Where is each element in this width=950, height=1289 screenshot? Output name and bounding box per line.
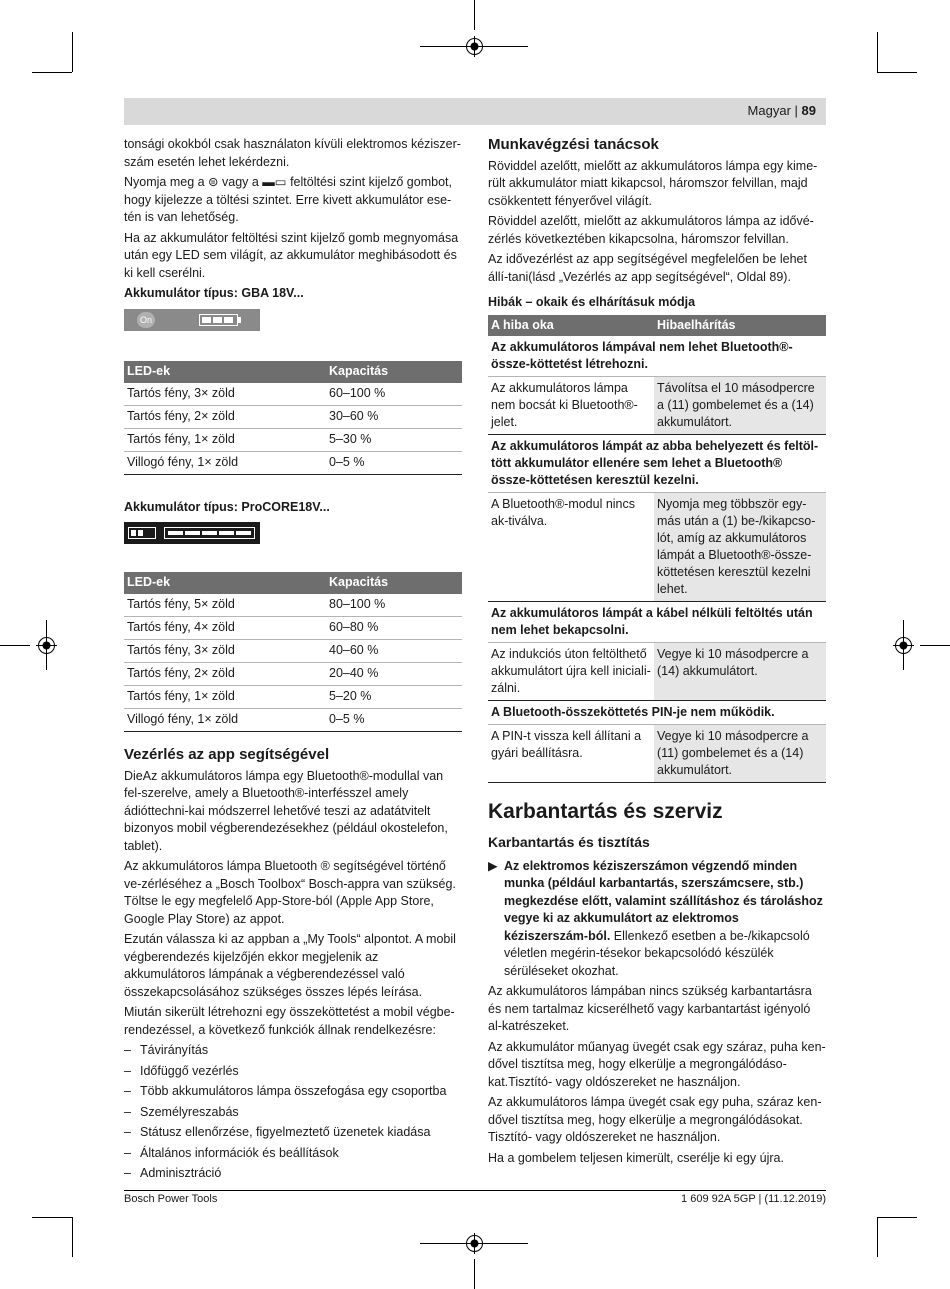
- crop-mark: [72, 1217, 73, 1257]
- registration-mark-icon: [464, 1233, 485, 1254]
- error-cause: Az akkumulátoros lámpa nem bocsát ki Bluetooth®-jelet.: [488, 376, 654, 434]
- led-cell: Tartós fény, 2× zöld: [124, 663, 326, 686]
- work-paragraph: Röviddel azelőtt, mielőtt az akkumulátoros lámpa az idővé-zérlés következtében kikapcsolna, háromszor felvillan.: [488, 214, 814, 246]
- work-section-title: Munkavégzési tanácsok: [488, 136, 659, 153]
- led-cell: Tartós fény, 1× zöld: [124, 428, 326, 451]
- led-cell: Tartós fény, 4× zöld: [124, 617, 326, 640]
- battery-level-icon: [128, 526, 258, 540]
- error-group-title: A Bluetooth-összeköttetés PIN-je nem működik.: [488, 700, 826, 724]
- footer-right: 1 609 92A 5GP | (11.12.2019): [681, 1193, 826, 1205]
- led-cell: Villogó fény, 1× zöld: [124, 451, 326, 474]
- capacity-cell: 80–100 %: [326, 594, 462, 617]
- column-header: LED-ek: [124, 572, 326, 594]
- error-fix: Távolítsa el 10 másodpercre a (11) gombelemet és a (14) akkumulátort.: [654, 376, 826, 434]
- capacity-cell: 20–40 %: [326, 663, 462, 686]
- app-paragraph: Miután sikerült létrehozni egy összeköttetést a mobil végbe-rendezéssel, a következő funkciók állnak rendelkezésre:: [124, 1005, 455, 1037]
- crop-mark: [877, 72, 917, 73]
- crop-mark: [32, 1217, 72, 1218]
- table-row: [124, 405, 462, 428]
- app-paragraph: DieAz akkumulátoros lámpa egy Bluetooth®-modullal van fel-szerelve, amely a Bluetooth®-interfésszel amely ádióttechni-kai módszerrel lehetővé teszi az adatátvitelt bizonyos mobil végberendezésekhez (például okostelefon, tablet).: [124, 768, 448, 853]
- capacity-cell: 60–100 %: [326, 383, 462, 406]
- crop-mark: [474, 0, 475, 30]
- error-group-title: Az akkumulátoros lámpát a kábel nélküli feltöltés után nem lehet bekapcsolni.: [488, 601, 826, 642]
- maintenance-paragraph: Ha a gombelem teljesen kimerült, cserélje ki egy újra.: [488, 1150, 784, 1165]
- arrow-bullet-icon: ▶: [488, 858, 498, 873]
- left-column: [124, 136, 462, 1186]
- list-item: – Távirányítás: [124, 1042, 462, 1060]
- table-row: [124, 640, 462, 663]
- crop-mark: [877, 1217, 878, 1257]
- led-cell: Villogó fény, 1× zöld: [124, 709, 326, 732]
- table-row: [124, 428, 462, 451]
- footer-left: Bosch Power Tools: [124, 1193, 218, 1205]
- list-item: – Időfüggő vezérlés: [124, 1063, 462, 1081]
- battery1-title: Akkumulátor típus: GBA 18V...: [124, 286, 304, 300]
- capacity-cell: 5–20 %: [326, 686, 462, 709]
- battery-level-icon: [199, 314, 243, 326]
- table-row: [488, 724, 826, 782]
- crop-mark: [877, 1217, 917, 1218]
- maintenance-subtitle: Karbantartás és tisztítás: [488, 834, 650, 850]
- registration-mark-icon: [464, 36, 485, 57]
- error-cause: A PIN-t vissza kell állítani a gyári beállításra.: [488, 724, 654, 782]
- error-group-title: Az akkumulátoros lámpát az abba behelyezett és feltöl-tött akkumulátor ellenére sem lehet a Bluetooth® össze-köttetésen keresztül kezelni.: [488, 434, 826, 492]
- header-language: Magyar: [747, 103, 791, 118]
- error-table: [488, 315, 826, 783]
- intro-paragraph: tonsági okokból csak használaton kívüli elektromos kéziszer-szám esetén lehet lekérdezni.: [124, 137, 461, 169]
- table-row: [488, 376, 826, 434]
- table-row: [488, 642, 826, 700]
- function-list: [124, 1042, 462, 1183]
- header-text: Magyar | 89: [747, 103, 816, 118]
- capacity-cell: 60–80 %: [326, 617, 462, 640]
- led-cell: Tartós fény, 5× zöld: [124, 594, 326, 617]
- intro-paragraph: Nyomja meg a ⊜ vagy a ▬▭ feltöltési szint kijelző gombot, hogy kijelezze a töltési szintet. Erre kivett akkumulátor ese-tén is van lehetőség.: [124, 175, 452, 224]
- errors-title: Hibák – okaik és elhárításuk módja: [488, 295, 696, 309]
- capacity-cell: 0–5 %: [326, 709, 462, 732]
- page-number: 89: [801, 103, 816, 118]
- right-column: [488, 136, 826, 1170]
- safety-warning: [488, 858, 826, 981]
- crop-mark: [0, 645, 30, 646]
- page-header: [124, 98, 826, 125]
- work-paragraph: Röviddel azelőtt, mielőtt az akkumulátoros lámpa egy kime-rült akkumulátor miatt kikapcsol, háromszor felvillan, majd csökkentett fényerővel világít.: [488, 158, 818, 208]
- maintenance-paragraph: Az akkumulátor műanyag üvegét csak egy száraz, puha ken-dővel tisztítsa meg, hogy elkerülje a megrongálódáso-kat.Tisztító- vagy oldószereket ne használjon.: [488, 1039, 826, 1089]
- error-fix: Nyomja meg többször egy-más után a (1) be-/kikapcso-lót, amíg az akkumulátoros lámpát a Bluetooth®-össze-köttetésen keresztül kezelni lehet.: [654, 492, 826, 601]
- table-row: [124, 709, 462, 732]
- gba-capacity-table: [124, 361, 462, 475]
- app-section-title: Vezérlés az app segítségével: [124, 746, 330, 763]
- warning-text: Ellenkező esetben a be-/kikapcsoló véletlen megérin-tésekor bekapcsolódó készülék sérüléseket okozhat.: [504, 928, 810, 978]
- column-header: A hiba oka: [488, 315, 654, 336]
- procore-battery-indicator: [124, 522, 260, 544]
- app-paragraph: Az akkumulátoros lámpa Bluetooth ® segítségével történő ve-zérléséhez a „Bosch Toolbox“ Bosch-appra van szükség. Töltse le egy megfelelő App-Store-ból (Apple App Store, Google Play Store) az appot.: [124, 859, 456, 926]
- on-button-icon: On: [137, 312, 155, 328]
- error-group-title: Az akkumulátoros lámpával nem lehet Bluetooth®-össze-köttetést létrehozni.: [488, 336, 826, 377]
- battery2-title: Akkumulátor típus: ProCORE18V...: [124, 499, 330, 514]
- crop-mark: [920, 645, 950, 646]
- column-header: Kapacitás: [326, 572, 462, 594]
- app-paragraph: Ezután válassza ki az appban a „My Tools“ alpontot. A mobil végberendezés kijelzőjén ekkor megjelenik az akkumulátoros lámpának a végberendezéssel való összekapcsolásához szükséges összes lépés leírása.: [124, 932, 456, 999]
- error-fix: Vegye ki 10 másodpercre a (11) gombelemet és a (14) akkumulátort.: [654, 724, 826, 782]
- table-row: [124, 383, 462, 406]
- capacity-cell: 30–60 %: [326, 405, 462, 428]
- led-cell: Tartós fény, 3× zöld: [124, 640, 326, 663]
- table-row: [124, 594, 462, 617]
- led-cell: Tartós fény, 2× zöld: [124, 405, 326, 428]
- column-header: Hibaelhárítás: [654, 315, 826, 336]
- table-row: [124, 451, 462, 474]
- footer-rule: [124, 1190, 826, 1191]
- work-paragraph: Az idővezérlést az app segítségével megfelelően be lehet állí-tani(lásd „Vezérlés az app segítségével“, Oldal 89).: [488, 252, 807, 284]
- table-row: [124, 617, 462, 640]
- table-row: [124, 686, 462, 709]
- list-item: – Státusz ellenőrzése, figyelmeztető üzenetek kiadása: [124, 1124, 462, 1142]
- warning-bold-text: Az elektromos kéziszerszámon végzendő minden munka (például karbantartás, szerszámcsere, stb.) megkezdése előtt, valamint szállításhoz és tároláshoz vegye ki az akkumulátort az elektromos kéziszerszám-ból.: [504, 858, 823, 943]
- registration-mark-icon: [36, 635, 57, 656]
- list-item: – Személyreszabás: [124, 1104, 462, 1122]
- error-cause: A Bluetooth®-modul nincs ak-tiválva.: [488, 492, 654, 601]
- maintenance-paragraph: Az akkumulátoros lámpában nincs szükség karbantartásra és nem tartalmaz kicserélhető vagy karbantartást igényoló al-katrészeket.: [488, 984, 812, 1033]
- maintenance-title: Karbantartás és szerviz: [488, 799, 723, 823]
- led-cell: Tartós fény, 1× zöld: [124, 686, 326, 709]
- gba-battery-indicator: [124, 309, 260, 331]
- capacity-cell: 5–30 %: [326, 428, 462, 451]
- list-item: – Több akkumulátoros lámpa összefogása egy csoportba: [124, 1083, 462, 1101]
- error-fix: Vegye ki 10 másodpercre a (14) akkumulátort.: [654, 642, 826, 700]
- intro-paragraph: Ha az akkumulátor feltöltési szint kijelző gomb megnyomása után egy LED sem világít, az akkumulátor meghibásodott és ki kell cserélni.: [124, 230, 459, 280]
- capacity-cell: 40–60 %: [326, 640, 462, 663]
- maintenance-paragraph: Az akkumulátoros lámpa üvegét csak egy puha, száraz ken-dővel tisztítsa meg, hogy elkerülje a megrongálódásokat. Tisztító- vagy oldószereket ne használjon.: [488, 1095, 822, 1144]
- list-item: – Adminisztráció: [124, 1165, 462, 1183]
- crop-mark: [474, 1259, 475, 1289]
- column-header: LED-ek: [124, 361, 326, 383]
- error-cause: Az indukciós úton feltölthető akkumulátort újra kell iniciali-zálni.: [488, 642, 654, 700]
- crop-mark: [877, 32, 878, 72]
- procore-capacity-table: [124, 572, 462, 732]
- list-item: – Általános információk és beállítások: [124, 1145, 462, 1163]
- crop-mark: [32, 72, 72, 73]
- crop-mark: [72, 32, 73, 72]
- registration-mark-icon: [893, 635, 914, 656]
- led-cell: Tartós fény, 3× zöld: [124, 383, 326, 406]
- table-row: [124, 663, 462, 686]
- column-header: Kapacitás: [326, 361, 462, 383]
- capacity-cell: 0–5 %: [326, 451, 462, 474]
- table-row: [488, 492, 826, 601]
